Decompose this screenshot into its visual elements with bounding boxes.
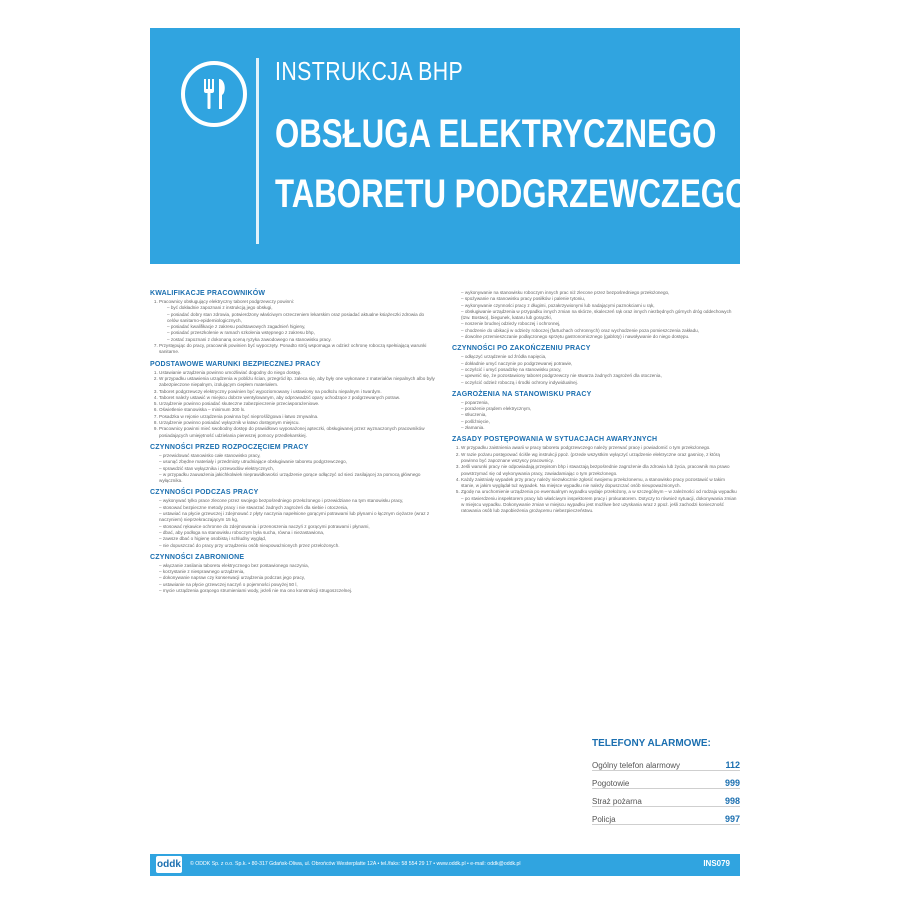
phone-row [592,808,740,825]
phone-number: 112 [725,760,740,770]
list-item: – posiadać przeszkolenie w ramach szkolenia wstępnego z zakresu bhp, [167,330,315,336]
list-item: 9. Pracownicy powinni mieć swobodny dostęp do prawidłowo wyposażonej apteczki, obsługiwanej przez wyznaczonych pracowników posiadających umiejętność udzielania pierwszej pomocy przedlekarskiej. [159,426,435,439]
list-item: – sprawdzić stan wyłącznika i przewodów elektrycznych, [159,466,435,472]
list-item: – spożywanie na stanowisku pracy posiłków i palenie tytoniu, [461,296,737,302]
list-item: – stosować bezpieczne metody pracy i nie stwarzać żadnych zagrożeń dla siebie i otoczenia, [159,505,435,511]
list-item: – korzystanie z niesprawnego urządzenia, [159,569,435,575]
instruction-section [150,554,435,594]
section-heading: CZYNNOŚCI ZABRONIONE [150,553,245,561]
section-list [452,400,737,431]
list-item: – zawsze dbać o higienę osobistą i schludny wygląd, [159,536,435,542]
safety-instruction-poster [150,28,750,876]
list-item: 3. Taboret podgrzewczy elektryczny powinien być wypoziomowany i ustawiony na podłożu niepalnym i twardym. [159,389,435,395]
list-item: – poparzenia, [461,400,737,406]
cutlery-icon [181,61,247,127]
instruction-section [452,391,737,431]
list-item: 1. Ustawianie urządzenia powinno umożliwiać dogodny do niego dostęp. [159,370,435,376]
list-item: – oczyścić i umyć posadzkę na stanowisku pracy, [461,367,737,373]
list-item: – pośliźnięcie, [461,419,737,425]
list-item: – dowolne przemieszczanie podłączonego sprzętu gastronomicznego (gabloty) i nawoływanie do niego dostępu. [461,334,737,340]
header-title-line1: OBSŁUGA ELEKTRYCZNEGO [275,112,717,156]
section-list [150,453,435,484]
list-item: – stłuczenia, [461,412,737,418]
footer-contact: © ODDK Sp. z o.o. Sp.k. • 80-317 Gdańsk-Oliwa, ul. Obrońców Westerplatte 12A • tel./faks: 58 554 29 17 • www.oddk.pl • e-mail: oddk@oddk.pl [190,861,521,867]
list-item: – posiadać dobry stan zdrowia, potwierdzony właściwym orzeczeniem lekarskim oraz posiadać aktualne książeczki zdrowia do celów sanitarno-epidemiologicznych, [167,311,425,323]
list-item: 4. Każdy zaistniały wypadek przy pracy należy niezwłocznie zgłosić swojemu przełożonemu, a stanowisko pracy pozostawić w takim stanie, w jakim wyglądał tuż wypadek. Na miejsce wypadku nie należy dopuszczać osób nieupoważnionych. [461,477,737,490]
section-list [150,299,435,356]
phone-row [592,772,740,789]
list-item: – włączanie zasilania taboretu elektrycznego bez postawionego naczynia, [159,563,435,569]
phone-name: Ogólny telefon alarmowy [592,761,681,770]
list-item: – być dokładnie zapoznani z instrukcją jego obsługi, [167,305,273,311]
emergency-phones [592,738,740,826]
section-list [150,370,435,439]
list-item: – dbać, aby podłoga na stanowisku roboczym była sucha, równa i niezastawiona, [159,530,435,536]
header-divider [256,58,259,244]
list-item: – wykonywać tylko prace zlecone przez swojego bezpośredniego przełożonego i przewidziane na tym stanowisku pracy, [159,498,435,504]
list-item: – wykonywanie na stanowisku roboczym innych prac niż zlecone przez bezpośredniego przełożonego, [461,290,737,296]
instruction-section [150,444,435,484]
list-item: – oczyścić odzież roboczą i środki ochrony indywidualnej. [461,380,737,386]
phone-row [592,754,740,771]
poster-header [150,28,750,264]
list-item: 5. Zgodę na uruchomienie urządzenia po ewentualnym wypadku wydaje przełożony, a w szczególnym – w zależności od rodzaju wypadku – po stwierdzeniu inspektorem pracy lub właściwym inspektorem pracy i prokuratorem. Dotyczy to również sytuacji, dokonywania zmian w miejscu wypadku. Dokonywanie zmian w miejscu wypadku jest możliwe bez uzyskania wraz z ppoż. jeśli zachodzi konieczność ratowania osób lub zapobieżenia grożącemu niebezpieczeństwu. [461,489,737,514]
section-heading: ZAGROŻENIA NA STANOWISKU PRACY [452,390,592,398]
header-title-line2: TABORETU PODGRZEWCZEGO [275,172,750,216]
phone-number: 997 [724,814,740,824]
list-item: 1. Pracownicy obsługujący elektryczny taboret podgrzewczy powinni: [159,299,435,305]
list-item: – porażenie prądem elektrycznym, [461,406,737,412]
list-item: 8. Urządzenie powinno posiadać wyłącznik w łatwo dostępnym miejscu. [159,420,435,426]
instruction-section [150,361,435,439]
section-list [452,290,737,340]
list-item: 7. Posadzka w rejonie urządzenia powinna być nieprośliżgowa i łatwo zmywalna. [159,414,435,420]
instruction-section [452,290,737,340]
list-item: – chodzenie do ubikacji w odzieży roboczej (fartuchach ochronnych) oraz wychodzenie poza pomieszczenia zakładu, [461,328,737,334]
list-item: – posiadać kwalifikacje z zakresu podstawowych zagadnień higieny, [167,324,306,330]
list-item: 1. W przypadku zaistnienia awarii w pracy taboretu podgrzewczego należy przerwać pracę i powiadomić o tym przełożonego. [461,445,737,451]
list-item: 2. W przypadku ustawienia urządzenia w pobliżu ścian, przegród itp. zaleca się, aby były one wykonane z materiałów niepalnych albo były zabezpieczone niepalnym, izolującym ciepłem materiałem. [159,376,435,389]
instruction-section [150,290,435,356]
list-item: 3. Jeśli warunki pracy nie odpowiadają przepisom bhp i stwarzają bezpośrednie zagrożenie dla zdrowia lub życia, pracownik ma prawo powstrzymać się od wykonywania pracy, zawiadamiając o tym przełożonego. [461,464,737,477]
right-column [452,290,737,520]
list-item: – złamania. [461,425,737,431]
emergency-phones-title: TELEFONY ALARMOWE: [592,738,711,749]
list-item: 6. Oświetlenie stanowiska – minimum 300 lx. [159,407,435,413]
phone-number: 998 [724,796,740,806]
phone-name: Straż pożarna [592,797,642,806]
list-item: – noszenie brudnej odzieży roboczej i ochronnej, [461,321,737,327]
list-item: – usunąć zbędne materiały i przedmioty utrudniające obsługiwanie taboretu podgrzewczego, [159,459,435,465]
list-item: – nie dopuszczać do pracy przy urządzeniu osób nieupoważnionych przez przełożonych. [159,543,435,549]
phone-row [592,790,740,807]
section-list [452,354,737,385]
list-item: – upewnić się, że pozostawiony taboret podgrzewczy nie stwarza żadnych zagrożeń dla otoczenia, [461,373,737,379]
list-item: 5. Urządzenie powinno posiadać skuteczne zabezpieczenie przeciwporażeniowe. [159,401,435,407]
list-item: – przewidować stanowisko całe stanowisko pracy, [159,453,435,459]
list-item: 2. W razie pożaru postępować ściśle wg instrukcji ppoż. (przede wszystkim wyłączyć urządzenie elektryczne oraz gasnicę, z którą powinno być zapoznane wszyscy pracownicy. [461,452,737,465]
poster-footer [150,854,740,876]
section-heading: CZYNNOŚCI PRZED ROZPOCZĘCIEM PRACY [150,443,309,451]
list-item: – stosować rękawice ochronne do zdejmowania i przenoszenia naczyń z gorącymi potrawami i płynami, [159,524,435,530]
list-item: – zostać zapoznani z dokonaną oceną ryzyka zawodowego na stanowisku pracy. [167,336,332,342]
list-item: – w przypadku zauważenia jakichkolwiek nieprawidłowości urządzenie gorące odłączyć od sieci zasilającej za pomocą głównego wyłącznika. [159,472,435,485]
instruction-section [150,489,435,548]
section-list [452,445,737,514]
list-item: – mycie urządzenia gorącego strumieniami wody, jeżeli nie ma ono konstrukcji strugoszczelnej. [159,588,435,594]
section-list [150,498,435,548]
list-item: – ustawiać na płycie grzewczej i zdejmować z płyty naczynia napełnione gorącymi potrawami lub płynami o łącznym ciężarze (wraz z naczyniem) nieprzekraczającym 15 kg, [159,511,435,524]
list-item: – obsługiwanie urządzenia w przypadku innych zmian na skórze, skaleczeń rąk oraz innych niezbędnych górnych dróg oddechowych (tzw. Bostwo), biegunek, kataru lub gorączki, [461,309,737,322]
instruction-section [452,345,737,385]
oddk-logo: oddk [156,856,182,873]
phone-number: 999 [724,778,740,788]
instruction-section [452,436,737,514]
list-item: – odłączyć urządzenie od źródła napięcia, [461,354,737,360]
section-list [150,563,435,594]
list-item: – wykonywanie czynności pracy z długimi, pozakrzywionymi lub nadającymi paznokciami u rąk, [461,303,737,309]
section-heading: PODSTAWOWE WARUNKI BEZPIECZNEJ PRACY [150,360,321,368]
list-item: 4. Taboret należy ustawić w miejscu dobrze wentylowanym, aby odprowadzić opary uchodzące z podgrzewanych potraw. [159,395,435,401]
section-heading: CZYNNOŚCI PO ZAKOŃCZENIU PRACY [452,345,591,353]
list-item: – dokładnie umyć naczynie po podgrzewanej potrawie, [461,361,737,367]
phone-name: Policja [592,815,616,824]
list-item: – ustawianie na płycie grzewczej naczyń o pojemności powyżej 50 l, [159,582,435,588]
section-heading: ZASADY POSTĘPOWANIA W SYTUACJACH AWARYJNYCH [452,436,658,444]
section-heading: CZYNNOŚCI PODCZAS PRACY [150,489,259,497]
list-item: – dokonywanie napraw czy konserwacji urządzenia podczas jego pracy, [159,575,435,581]
left-column [150,290,435,599]
header-kicker: INSTRUKCJA BHP [275,56,464,86]
list-item: 7. Przystępując do pracy, pracownik powinien być wypoczęty. Ponadto strój wspomaga w odzież ochronę roboczą spełniającą warunki sanitarne. [159,343,435,356]
section-heading: KWALIFIKACJE PRACOWNIKÓW [150,290,266,297]
document-code: INS079 [703,859,730,868]
phone-name: Pogotowie [592,779,630,788]
